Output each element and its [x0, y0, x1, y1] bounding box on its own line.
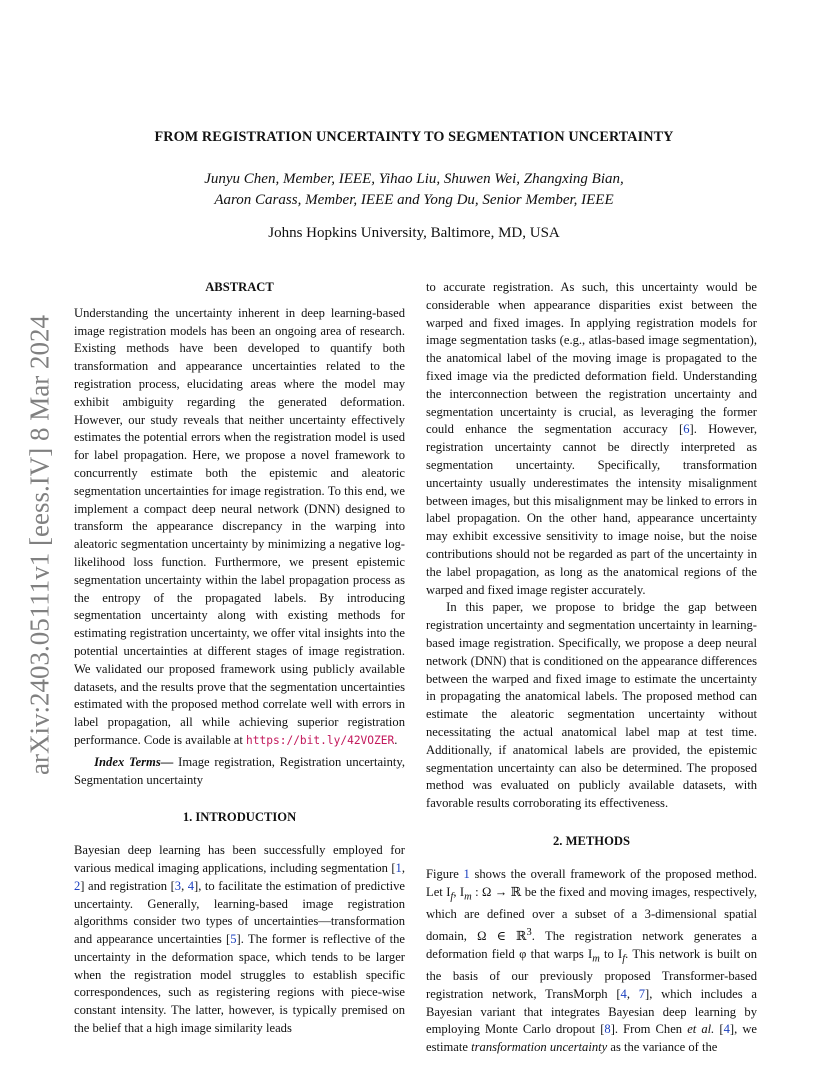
citation-link[interactable]: 4 — [187, 878, 195, 893]
transformation-uncertainty-term: transformation uncertainty — [471, 1040, 608, 1055]
citation-link[interactable]: 7 — [638, 986, 646, 1001]
citation-link[interactable]: 6 — [683, 422, 690, 437]
citation-link[interactable]: 4 — [620, 986, 627, 1001]
index-terms: Index Terms— Image registration, Registration uncertainty, Segmentation uncertainty — [74, 754, 405, 787]
authors-line-1: Junyu Chen, Member, IEEE, Yihao Liu, Shuwen Wei, Zhangxing Bian, — [204, 171, 624, 187]
left-column — [74, 279, 405, 1038]
figure-link[interactable]: 1 — [463, 866, 470, 881]
abstract-body: Understanding the uncertainty inherent in deep learning-based image registration models has been an ongoing area of research. Existing methods have been developed to quantify both transformation and appearance uncertainties related to the registration process, elucidating areas where the model may exhibit ambiguity regarding the generated deformation. However, our study reveals that neither uncertainty effectively estimates the potential errors when the registration model is used for label propagation. Here, we propose a novel framework to concurrently estimate both the epistemic and aleatoric segmentation uncertainties for image registration. To this end, we implement a compact deep neural network (DNN) designed to transform the appearance discrepancy in the warping into aleatoric segmentation uncertainty by minimizing a negative log-likelihood loss function. Furthermore, we present epistemic segmentation uncertainty within the label propagation process as the entropy of the propagated labels. By introducing segmentation uncertainty along with existing methods for estimating registration uncertainty, we offer vital insights into the potential uncertainties at different stages of image registration. We validated our proposed framework using publicly available datasets, and the results prove that the segmentation uncertainties estimated with the proposed method correlate well with errors in label propagation, all while achieving superior registration performance. Code is available at https://bit.ly/42VOZER. — [74, 305, 405, 747]
author-list — [0, 169, 828, 211]
right-column — [426, 279, 757, 1057]
citation-link[interactable]: 3 — [174, 878, 182, 893]
authors-line-2: Aaron Carass, Member, IEEE and Yong Du, Senior Member, IEEE — [214, 192, 614, 208]
abstract-heading: ABSTRACT — [205, 280, 274, 294]
arxiv-identifier: arXiv:2403.05111v1 [eess.IV] 8 Mar 2024 — [24, 315, 55, 775]
citation-link[interactable]: 2 — [74, 878, 81, 893]
citation-link[interactable]: 8 — [604, 1022, 611, 1037]
index-terms-label: Index Terms— — [94, 754, 174, 769]
intro-continued-paragraph: to accurate registration. As such, this uncertainty would be considerable when appearance disparities exist between the warped and fixed images. In applying registration models for image segmentation tasks (e.g., atlas-based image segmentation), the anatomical label of the moving image is propagated to the fixed image via the predicted deformation field. Understanding the interconnection between the registration uncertainty and segmentation uncertainty is crucial, as leveraging the former could enhance the segmentation accuracy [6]. However, registration uncertainty cannot be directly interpreted as segmentation uncertainty. Specifically, transformation uncertainty usually underestimates the intensity misalignment between images, but this misalignment may be linked to errors in label propagation. On the other hand, appearance uncertainty may exhibit excessive sensitivity to image noise, but the noise contributions should not be regarded as part of the uncertainty in the label propagation, as long as the anatomical regions of the warped and fixed image register accurately. — [426, 280, 757, 597]
citation-link[interactable]: 4 — [723, 1022, 730, 1037]
citation-link[interactable]: 1 — [395, 860, 402, 875]
code-link[interactable]: https://bit.ly/42VOZER — [246, 733, 395, 747]
citation-link[interactable]: 5 — [230, 932, 237, 947]
methods-paragraph: Figure 1 shows the overall framework of the proposed method. Let $I_f$, $I_m$ : Ω → ℝ be the fixed and moving images, respectively, which are defined over a subset of a 3-dimensional spatial domain, Ω ∈ ℝ$^3$. The registration network generates a deformation field φ that warps $I_m$ to $I_f$. This network is built on the basis of our previously proposed Transformer-based registration network, TransMorph [4, 7], which includes a Bayesian variant that integrates Bayesian deep learning by employing Monte Carlo dropout [8]. From Chen et al. [4], we estimate transformation uncertainty as the variance of the — [426, 866, 758, 1055]
paper-title: FROM REGISTRATION UNCERTAINTY TO SEGMENTATION UNCERTAINTY — [154, 129, 674, 145]
methods-heading: 2. METHODS — [553, 833, 630, 848]
affiliation: Johns Hopkins University, Baltimore, MD, USA — [268, 225, 560, 241]
intro-paragraph: Bayesian deep learning has been successfully employed for various medical imaging applications, including segmentation [1, 2] and registration [3, 4], to facilitate the estimation of predictive uncertainty. Generally, learning-based image registration algorithms consider two types of uncertainties—transformation and appearance uncertainties [5]. The former is reflective of the uncertainty in the deformation space, which tends to be larger when the registration model struggles to establish specific correspondences, such as registering regions with piece-wise constant intensity. The latter, however, is typically premised on the belief that a high image similarity leads — [74, 843, 405, 1036]
intro-heading: 1. INTRODUCTION — [182, 810, 297, 825]
contribution-paragraph: In this paper, we propose to bridge the gap between registration uncertainty and segmentation uncertainty in learning-based image registration. Specifically, we propose a deep neural network (DNN) that is conditioned on the appearance differences between the warped and fixed image to estimate the uncertainty in propagating the anatomical labels. The proposed method can estimate the aleatoric segmentation uncertainty without necessitating the actual anatomical label map at test time. Additionally, if anatomical labels are provided, the epistemic segmentation uncertainty can also be determined. The proposed method was evaluated on publicly available datasets, with favorable results corroborating its effectiveness. — [426, 600, 757, 811]
